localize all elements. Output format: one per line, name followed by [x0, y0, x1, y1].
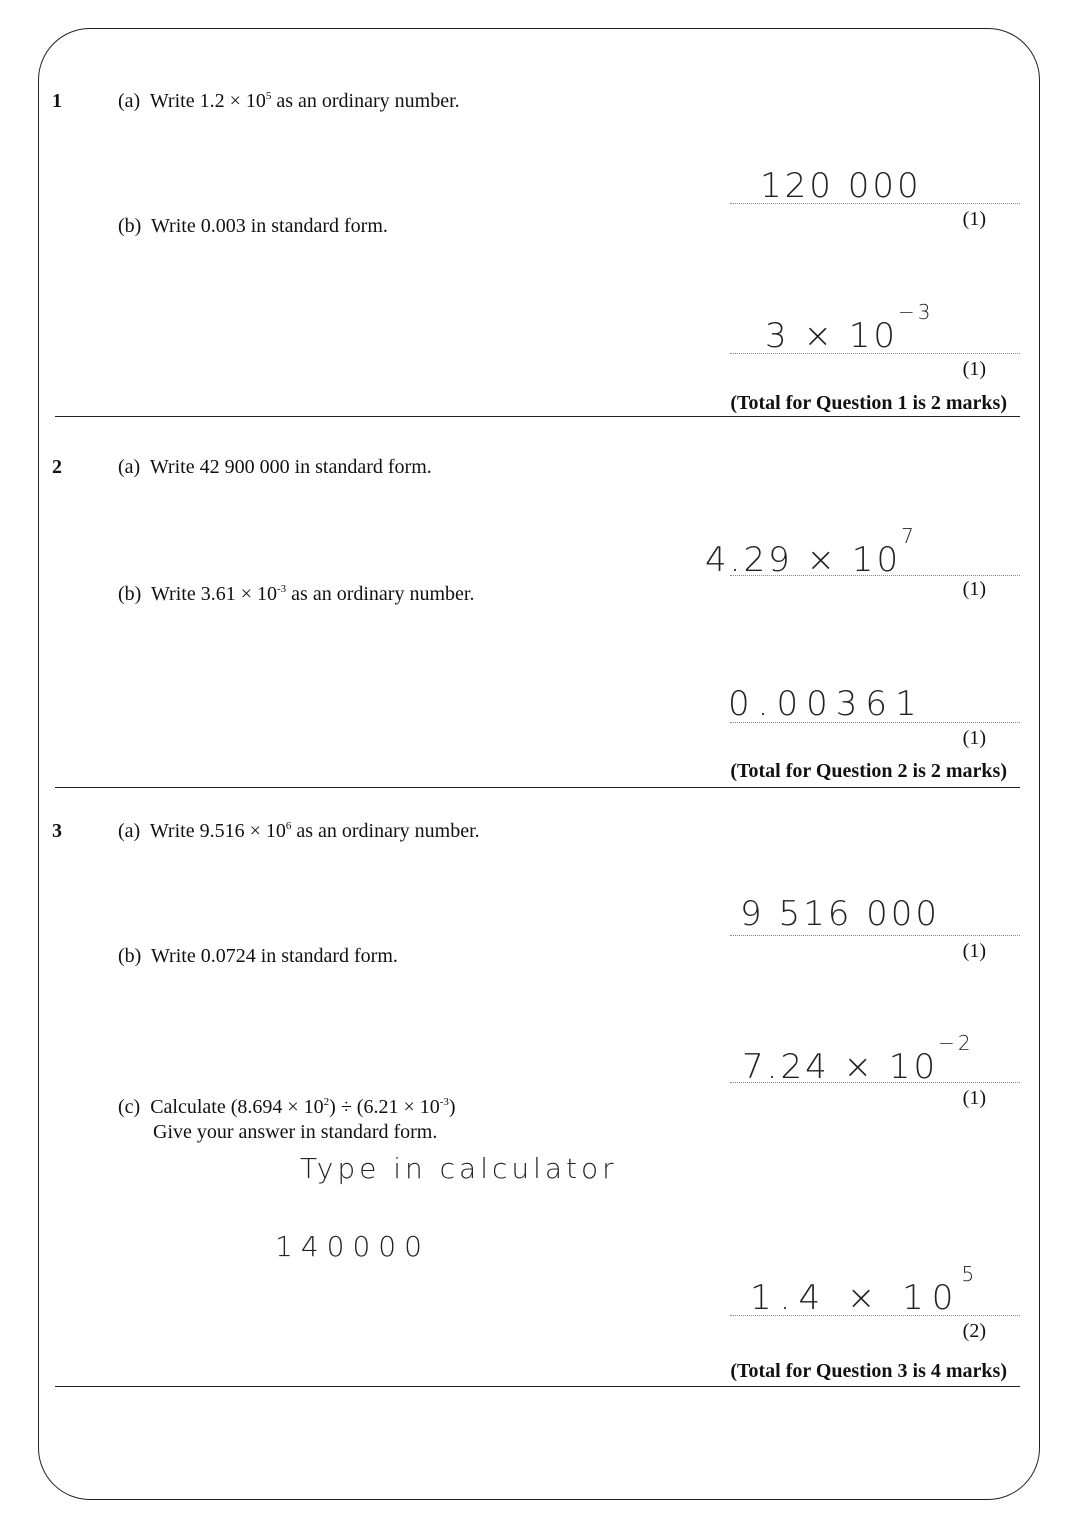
- answer-line: [730, 575, 1020, 576]
- marks-label: (1): [962, 940, 986, 962]
- answer-line: [730, 353, 1020, 354]
- handwritten-answer-1b: $3 \times 10^{-3}$: [765, 300, 934, 356]
- marks-label: (1): [962, 578, 986, 600]
- question-1a-text: (a) Write $1.2 \times 10^5$ as an ordinary number.: [118, 90, 460, 112]
- question-number: 3: [52, 820, 62, 842]
- answer-line: [730, 1315, 1020, 1316]
- answer-line: [730, 1082, 1020, 1083]
- handwritten-answer-2b: 0.00361: [728, 684, 925, 724]
- handwritten-answer-3a: 9 516 000: [740, 894, 941, 934]
- question-number: 1: [52, 90, 62, 112]
- handwritten-answer-3b: $7.24 \times 10^{-2}$: [742, 1031, 974, 1087]
- question-number: 2: [52, 456, 62, 478]
- question-1b-text: (b) Write 0.003 in standard form.: [118, 215, 388, 237]
- question-3b-text: (b) Write 0.0724 in standard form.: [118, 945, 398, 967]
- divider: [55, 787, 1020, 788]
- marks-label: (1): [962, 208, 986, 230]
- handwritten-working-line-1: Type in calculator: [300, 1152, 618, 1185]
- marks-label: (1): [962, 727, 986, 749]
- question-3a-text: (a) Write $9.516 \times 10^6$ as an ordinary number.: [118, 820, 480, 842]
- divider: [55, 1386, 1020, 1387]
- answer-line: [730, 935, 1020, 936]
- answer-line: [730, 203, 1020, 204]
- marks-label: (1): [962, 358, 986, 380]
- question-2b-text: (b) Write $3.61 \times 10^{-3}$ as an ordinary number.: [118, 583, 475, 605]
- handwritten-answer-3c: $1.4 \times 10^5$: [750, 1262, 983, 1318]
- divider: [55, 416, 1020, 417]
- question-total: (Total for Question 3 is 4 marks): [730, 1360, 1007, 1382]
- answer-line: [730, 722, 1020, 723]
- question-total: (Total for Question 2 is 2 marks): [730, 760, 1007, 782]
- handwritten-working-line-2: 140000: [275, 1230, 430, 1263]
- question-3c-instruction: Give your answer in standard form.: [153, 1121, 438, 1143]
- question-2a-text: (a) Write 42 900 000 in standard form.: [118, 456, 432, 478]
- handwritten-answer-1a: 120 000: [760, 166, 922, 206]
- marks-label: (1): [962, 1087, 986, 1109]
- question-total: (Total for Question 1 is 2 marks): [730, 392, 1007, 414]
- question-3c-text: (c) Calculate $(8.694 \times 10^2) \div (6.21 \times 10^{-3})$: [118, 1096, 456, 1118]
- marks-label: (2): [962, 1320, 986, 1342]
- handwritten-answer-2a: $4.29 \times 10^7$: [705, 524, 917, 580]
